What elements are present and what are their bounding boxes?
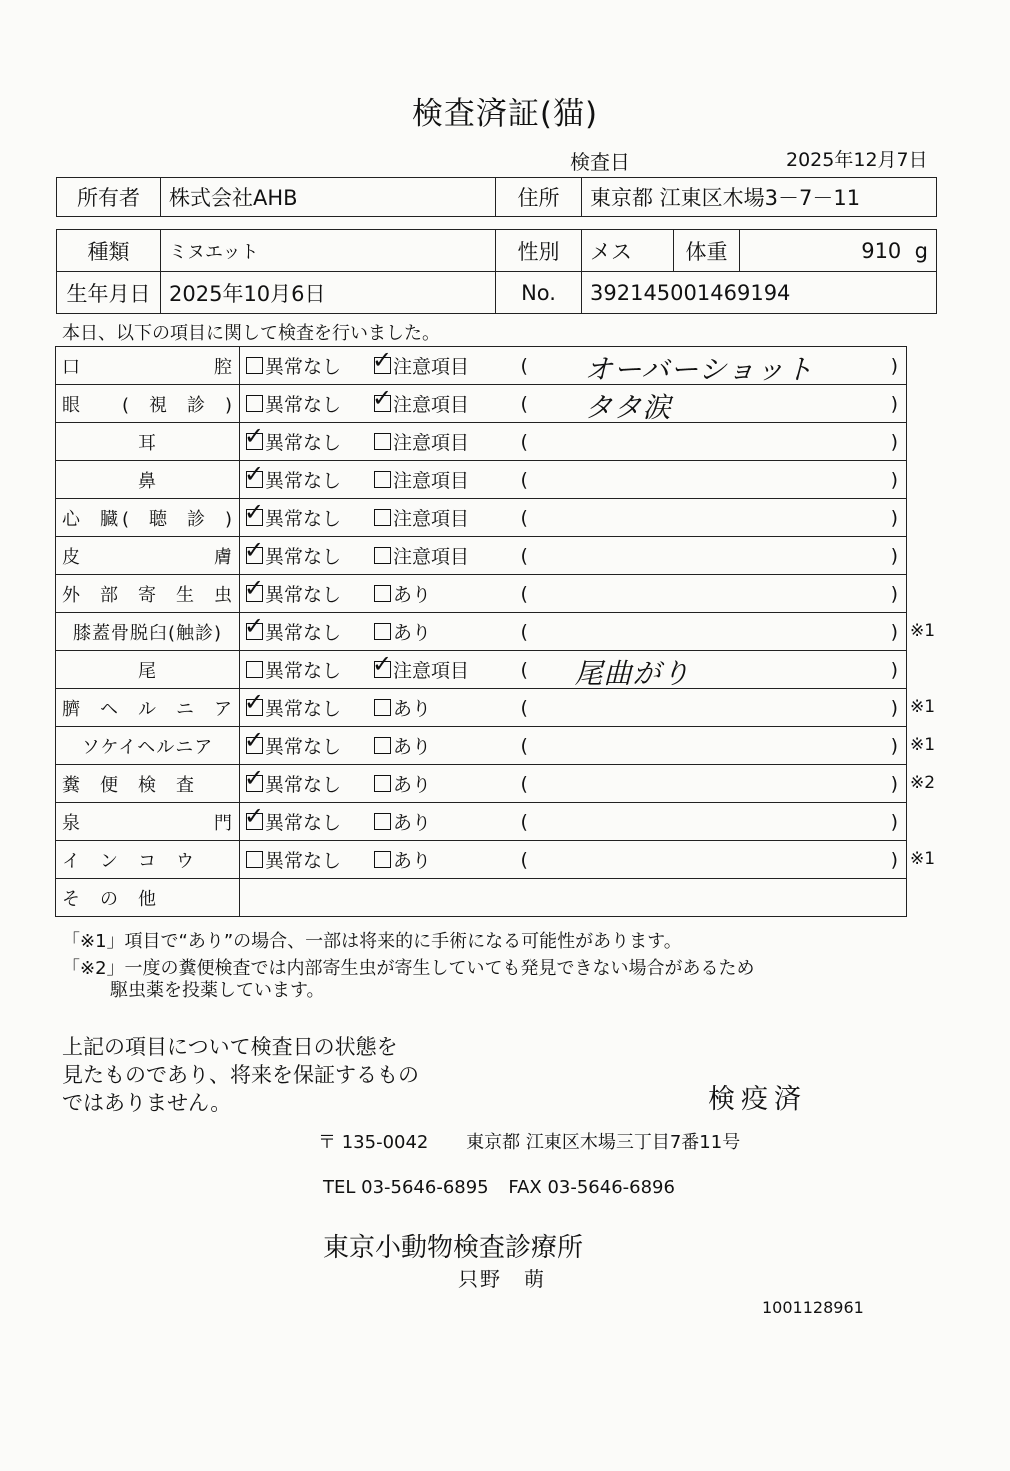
item-options bbox=[240, 651, 515, 689]
item-label-right: 門 bbox=[214, 812, 233, 834]
checkbox-icon[interactable] bbox=[372, 346, 393, 374]
option-label: 異常なし bbox=[265, 660, 342, 682]
option-label: 注意項目 bbox=[393, 546, 470, 568]
paren-close: ) bbox=[890, 697, 898, 719]
checkbox-icon[interactable] bbox=[244, 612, 265, 640]
item-remarks bbox=[515, 537, 907, 575]
item-remarks bbox=[515, 575, 907, 613]
paren-open: ( bbox=[520, 431, 528, 453]
option-label: あり bbox=[393, 584, 432, 606]
checkbox-icon[interactable] bbox=[374, 623, 391, 640]
quarantine-stamp: 検疫済 bbox=[708, 1084, 807, 1115]
checkbox-icon[interactable] bbox=[244, 574, 265, 602]
disclaimer bbox=[62, 1033, 419, 1117]
footnote-mark: ※2 bbox=[910, 773, 936, 793]
paren-close: ) bbox=[890, 621, 898, 643]
option-second[interactable] bbox=[372, 650, 502, 683]
paren-close: ) bbox=[890, 735, 898, 757]
option-label: 異常なし bbox=[265, 394, 342, 416]
option-normal[interactable] bbox=[246, 846, 374, 873]
item-label-text: そ の 他 bbox=[62, 888, 157, 910]
option-label: 注意項目 bbox=[393, 470, 470, 492]
option-label: 異常なし bbox=[265, 584, 342, 606]
checkmark-icon: ✓ bbox=[244, 422, 265, 450]
handwritten-note: 尾曲がり bbox=[574, 657, 691, 690]
disclaimer-line: 上記の項目について検査日の状態を bbox=[62, 1035, 398, 1059]
item-label bbox=[56, 727, 240, 765]
option-normal[interactable] bbox=[246, 352, 374, 379]
footnote-mark: ※1 bbox=[910, 849, 936, 869]
paren-open: ( bbox=[520, 849, 528, 871]
checkbox-icon[interactable] bbox=[374, 813, 391, 830]
paren-close: ) bbox=[890, 393, 898, 415]
item-label bbox=[56, 385, 240, 423]
item-remarks bbox=[515, 461, 907, 499]
item-remarks bbox=[515, 347, 907, 385]
item-label bbox=[56, 651, 240, 689]
item-label-text: ソケイヘルニア bbox=[81, 736, 214, 758]
item-remarks bbox=[515, 613, 907, 651]
checkbox-icon[interactable] bbox=[244, 498, 265, 526]
option-label: 注意項目 bbox=[393, 660, 470, 682]
handwritten-note: タタ涙 bbox=[584, 391, 672, 424]
option-label: 異常なし bbox=[265, 774, 342, 796]
serial-number: 1001128961 bbox=[762, 1298, 864, 1317]
paren-close: ) bbox=[890, 811, 898, 833]
option-second[interactable] bbox=[374, 428, 502, 455]
option-second[interactable] bbox=[374, 504, 502, 531]
option-label: 注意項目 bbox=[393, 394, 470, 416]
checkbox-icon[interactable] bbox=[374, 699, 391, 716]
paren-open: ( bbox=[520, 659, 528, 681]
option-normal[interactable] bbox=[244, 612, 374, 645]
footnote-mark: ※1 bbox=[910, 735, 936, 755]
inspection-row-other bbox=[56, 879, 907, 917]
checkmark-icon: ✓ bbox=[244, 536, 265, 564]
item-remarks bbox=[515, 727, 907, 765]
paren-close: ) bbox=[890, 849, 898, 871]
disclaimer-line: 見たものであり、将来を保証するもの bbox=[62, 1063, 419, 1087]
checkbox-icon[interactable] bbox=[374, 585, 391, 602]
item-remarks bbox=[515, 803, 907, 841]
paren-close: ) bbox=[890, 431, 898, 453]
fax-number: FAX 03-5646-6896 bbox=[508, 1177, 675, 1198]
checkbox-icon[interactable] bbox=[372, 650, 393, 678]
item-label-right: ( 聴 診 ) bbox=[121, 508, 233, 530]
owner-table bbox=[56, 177, 937, 217]
option-normal[interactable] bbox=[244, 536, 374, 569]
item-label bbox=[56, 765, 240, 803]
option-normal[interactable] bbox=[244, 726, 374, 759]
item-label bbox=[56, 613, 240, 651]
item-label-left: 皮 bbox=[62, 546, 81, 568]
item-options bbox=[240, 537, 515, 575]
checkbox-icon[interactable] bbox=[246, 661, 263, 678]
clinic-name: 東京小動物検査診療所 bbox=[323, 1233, 584, 1263]
birthdate-label: 生年月日 bbox=[57, 272, 161, 314]
checkbox-icon[interactable] bbox=[374, 509, 391, 526]
checkbox-icon[interactable] bbox=[244, 726, 265, 754]
clinic-address: 東京都 江東区木場三丁目7番11号 bbox=[466, 1132, 741, 1153]
breed-label: 種類 bbox=[57, 230, 161, 272]
checkmark-icon: ✓ bbox=[372, 650, 393, 678]
checkbox-icon[interactable] bbox=[374, 433, 391, 450]
option-second[interactable] bbox=[374, 694, 502, 721]
option-label: 異常なし bbox=[265, 736, 342, 758]
item-label-left: 口 bbox=[62, 356, 81, 378]
option-second[interactable] bbox=[374, 466, 502, 493]
checkmark-icon: ✓ bbox=[244, 764, 265, 792]
item-label bbox=[56, 575, 240, 613]
inspection-date-label: 検査日 bbox=[570, 150, 630, 174]
option-normal[interactable] bbox=[244, 574, 374, 607]
option-label: 異常なし bbox=[265, 546, 342, 568]
paren-close: ) bbox=[890, 469, 898, 491]
other-remarks bbox=[240, 879, 907, 917]
item-label-left: 眼 bbox=[62, 394, 81, 416]
checkbox-icon[interactable] bbox=[244, 422, 265, 450]
item-options bbox=[240, 385, 515, 423]
option-label: 異常なし bbox=[265, 432, 342, 454]
paren-open: ( bbox=[520, 545, 528, 567]
option-label: 注意項目 bbox=[393, 356, 470, 378]
checkbox-icon[interactable] bbox=[244, 536, 265, 564]
option-label: 異常なし bbox=[265, 470, 342, 492]
checkbox-icon[interactable] bbox=[374, 547, 391, 564]
inspection-date: 2025年12月7日 bbox=[786, 149, 928, 171]
paren-open: ( bbox=[520, 469, 528, 491]
item-label-text: 臍 ヘ ル ニ ア bbox=[62, 698, 233, 720]
option-second[interactable] bbox=[372, 346, 502, 379]
paren-open: ( bbox=[520, 735, 528, 757]
option-second[interactable] bbox=[374, 618, 502, 645]
option-label: 異常なし bbox=[265, 622, 342, 644]
item-remarks bbox=[515, 651, 907, 689]
option-second[interactable] bbox=[374, 770, 502, 797]
number-value: 392145001469194 bbox=[582, 272, 937, 314]
item-options bbox=[240, 423, 515, 461]
item-remarks bbox=[515, 499, 907, 537]
item-label-left: 泉 bbox=[62, 812, 81, 834]
item-options bbox=[240, 689, 515, 727]
paren-close: ) bbox=[890, 507, 898, 529]
owner-label: 所有者 bbox=[57, 178, 161, 217]
item-remarks bbox=[515, 841, 907, 879]
item-label-text: 膝蓋骨脱臼(触診) bbox=[72, 622, 223, 644]
item-options bbox=[240, 765, 515, 803]
option-label: 異常なし bbox=[265, 508, 342, 530]
checkbox-icon[interactable] bbox=[244, 688, 265, 716]
inspection-row bbox=[56, 461, 907, 499]
paren-open: ( bbox=[520, 773, 528, 795]
item-label bbox=[56, 803, 240, 841]
option-normal[interactable] bbox=[244, 460, 374, 493]
item-remarks bbox=[515, 385, 907, 423]
paren-close: ) bbox=[890, 545, 898, 567]
option-normal[interactable] bbox=[244, 688, 374, 721]
option-second[interactable] bbox=[372, 384, 502, 417]
checkbox-icon[interactable] bbox=[372, 384, 393, 412]
inspection-items-table bbox=[55, 346, 907, 917]
checkmark-icon: ✓ bbox=[244, 688, 265, 716]
item-options bbox=[240, 347, 515, 385]
item-label-text: 糞 便 検 査 bbox=[62, 774, 195, 796]
option-label: あり bbox=[393, 698, 432, 720]
checkmark-icon: ✓ bbox=[244, 460, 265, 488]
option-second[interactable] bbox=[374, 580, 502, 607]
item-options bbox=[240, 803, 515, 841]
option-label: 異常なし bbox=[265, 850, 342, 872]
option-normal[interactable] bbox=[244, 802, 374, 835]
inspection-row bbox=[56, 803, 907, 841]
note-2b: 駆虫薬を投薬しています。 bbox=[110, 980, 325, 1001]
option-second[interactable] bbox=[374, 542, 502, 569]
item-label bbox=[56, 841, 240, 879]
option-label: あり bbox=[393, 850, 432, 872]
option-normal[interactable] bbox=[244, 498, 374, 531]
inspection-row bbox=[56, 841, 907, 879]
option-label: 異常なし bbox=[265, 812, 342, 834]
paren-open: ( bbox=[520, 507, 528, 529]
weight-label: 体重 bbox=[674, 230, 740, 272]
item-label-text: 尾 bbox=[138, 660, 157, 682]
birthdate-value: 2025年10月6日 bbox=[161, 272, 496, 314]
checkbox-icon[interactable] bbox=[374, 737, 391, 754]
inspection-row bbox=[56, 613, 907, 651]
paren-open: ( bbox=[520, 355, 528, 377]
item-options bbox=[240, 841, 515, 879]
item-label-left: 心 臓 bbox=[62, 508, 119, 530]
item-options bbox=[240, 613, 515, 651]
paren-open: ( bbox=[520, 811, 528, 833]
checkbox-icon[interactable] bbox=[244, 460, 265, 488]
sex-value: メス bbox=[582, 230, 674, 272]
tel-number: TEL 03-5646-6895 bbox=[323, 1177, 489, 1198]
item-label bbox=[56, 423, 240, 461]
item-remarks bbox=[515, 689, 907, 727]
item-options bbox=[240, 499, 515, 537]
checkbox-icon[interactable] bbox=[244, 802, 265, 830]
option-label: あり bbox=[393, 774, 432, 796]
inspection-row bbox=[56, 499, 907, 537]
checkbox-icon[interactable] bbox=[374, 851, 391, 868]
inspection-row bbox=[56, 651, 907, 689]
option-label: あり bbox=[393, 622, 432, 644]
option-label: 異常なし bbox=[265, 698, 342, 720]
item-remarks bbox=[515, 765, 907, 803]
item-label bbox=[56, 537, 240, 575]
checkmark-icon: ✓ bbox=[372, 346, 393, 374]
option-normal[interactable] bbox=[246, 656, 374, 683]
item-label-text: 鼻 bbox=[138, 470, 157, 492]
item-label-text: 外 部 寄 生 虫 bbox=[62, 584, 233, 606]
item-options bbox=[240, 727, 515, 765]
disclaimer-line: ではありません。 bbox=[62, 1091, 232, 1115]
item-options bbox=[240, 575, 515, 613]
option-second[interactable] bbox=[374, 846, 502, 873]
weight-value: 910 bbox=[861, 238, 902, 263]
option-second[interactable] bbox=[374, 808, 502, 835]
checkbox-icon[interactable] bbox=[246, 395, 263, 412]
inspection-row bbox=[56, 689, 907, 727]
animal-table bbox=[56, 229, 937, 314]
address-label: 住所 bbox=[496, 178, 582, 217]
sex-label: 性別 bbox=[496, 230, 582, 272]
address-value: 東京都 江東区木場3－7－11 bbox=[582, 178, 937, 217]
footnote-mark: ※1 bbox=[910, 697, 936, 717]
option-label: あり bbox=[393, 812, 432, 834]
option-normal[interactable] bbox=[244, 764, 374, 797]
item-label-right: 腔 bbox=[214, 356, 233, 378]
inspection-row bbox=[56, 385, 907, 423]
inspection-row bbox=[56, 537, 907, 575]
option-second[interactable] bbox=[374, 732, 502, 759]
paren-open: ( bbox=[520, 697, 528, 719]
contact-line bbox=[323, 1177, 675, 1198]
weight-cell bbox=[740, 230, 937, 272]
checkmark-icon: ✓ bbox=[244, 726, 265, 754]
paren-open: ( bbox=[520, 621, 528, 643]
checkbox-icon[interactable] bbox=[374, 775, 391, 792]
clinic-address-line bbox=[318, 1128, 740, 1154]
checkbox-icon[interactable] bbox=[244, 764, 265, 792]
checkmark-icon: ✓ bbox=[244, 612, 265, 640]
option-label: 異常なし bbox=[265, 356, 342, 378]
note-2a: 「※2」一度の糞便検査では内部寄生虫が寄生していても発見できない場合があるため bbox=[62, 958, 755, 979]
checkmark-icon: ✓ bbox=[244, 802, 265, 830]
checkmark-icon: ✓ bbox=[244, 574, 265, 602]
checkbox-icon[interactable] bbox=[246, 357, 263, 374]
option-label: 注意項目 bbox=[393, 432, 470, 454]
intro-text: 本日、以下の項目に関して検査を行いました。 bbox=[62, 323, 440, 344]
checkbox-icon[interactable] bbox=[374, 471, 391, 488]
inspection-row bbox=[56, 765, 907, 803]
note-1: 「※1」項目で“あり”の場合、一部は将来的に手術になる可能性があります。 bbox=[62, 931, 682, 952]
item-remarks bbox=[515, 423, 907, 461]
item-label-right: 膚 bbox=[214, 546, 233, 568]
checkbox-icon[interactable] bbox=[246, 851, 263, 868]
inspection-row bbox=[56, 423, 907, 461]
inspection-row bbox=[56, 727, 907, 765]
option-label: 注意項目 bbox=[393, 508, 470, 530]
option-normal[interactable] bbox=[244, 422, 374, 455]
item-label bbox=[56, 879, 240, 917]
paren-close: ) bbox=[890, 659, 898, 681]
paren-open: ( bbox=[520, 583, 528, 605]
option-normal[interactable] bbox=[246, 390, 374, 417]
item-label-text: イ ン コ ウ bbox=[62, 850, 195, 872]
owner-value: 株式会社AHB bbox=[161, 178, 496, 217]
paren-close: ) bbox=[890, 355, 898, 377]
handwritten-note: オーバーショット bbox=[584, 353, 814, 386]
number-label: No. bbox=[496, 272, 582, 314]
item-label-text: 耳 bbox=[138, 432, 157, 454]
checkmark-icon: ✓ bbox=[372, 384, 393, 412]
item-label bbox=[56, 461, 240, 499]
checkmark-icon: ✓ bbox=[244, 498, 265, 526]
option-label: あり bbox=[393, 736, 432, 758]
breed-value: ミヌエット bbox=[161, 230, 496, 272]
inspection-row bbox=[56, 575, 907, 613]
weight-unit: g bbox=[914, 238, 928, 263]
item-label bbox=[56, 689, 240, 727]
postal-code: 〒 135-0042 bbox=[318, 1132, 429, 1153]
document-title: 検査済証(猫) bbox=[411, 96, 599, 132]
paren-close: ) bbox=[890, 773, 898, 795]
veterinarian-name: 只野 萌 bbox=[458, 1267, 546, 1291]
paren-open: ( bbox=[520, 393, 528, 415]
item-label bbox=[56, 499, 240, 537]
item-label-right: ( 視 診 ) bbox=[121, 394, 233, 416]
footnote-mark: ※1 bbox=[910, 621, 936, 641]
item-options bbox=[240, 461, 515, 499]
item-label bbox=[56, 347, 240, 385]
inspection-row bbox=[56, 347, 907, 385]
paren-close: ) bbox=[890, 583, 898, 605]
